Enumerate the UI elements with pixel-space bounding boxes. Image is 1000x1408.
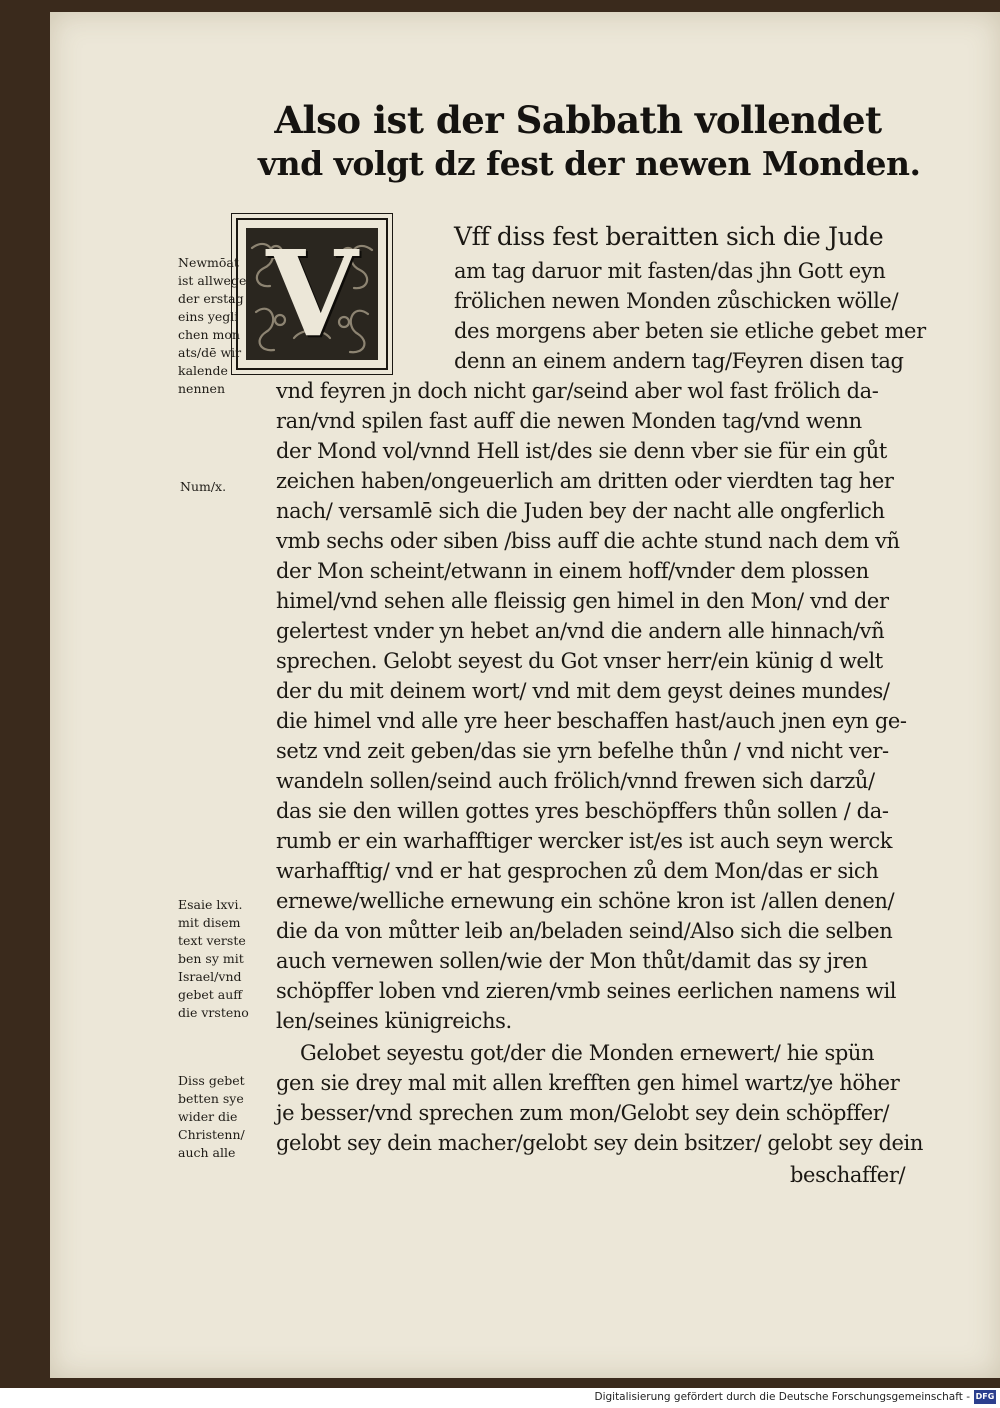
body-line: gelertest vnder yn hebet an/vnd die andern alle hinnach/vñ [276, 619, 885, 643]
body-line: beschaffer/ [790, 1163, 906, 1187]
heading-line-2: vnd volgt dz fest der newen Monden. [258, 144, 921, 183]
body-line: die da von můtter leib an/beladen seind/Also sich die selben [276, 919, 893, 943]
body-line: Gelobet seyestu got/der die Monden ernewert/ hie spün [300, 1041, 875, 1065]
body-line: der Mon scheint/etwann in einem hoff/vnder dem plossen [276, 559, 869, 583]
margin-note-line: kalende [178, 363, 228, 378]
margin-note-line: nennen [178, 381, 225, 396]
body-line: denn an einem andern tag/Feyren disen tag [454, 349, 904, 373]
body-line: ran/vnd spilen fast auff die newen Monden tag/vnd wenn [276, 409, 862, 433]
margin-note-line: ist allwege [178, 273, 247, 288]
body-line: schöpffer loben vnd zieren/vmb seines eerlichen namens wil [276, 979, 897, 1003]
body-line: himel/vnd sehen alle fleissig gen himel in den Mon/ vnd der [276, 589, 889, 613]
initial-letter: V [266, 224, 358, 363]
margin-note-line: ats/dē wir [178, 345, 242, 360]
body-line: vnd feyren jn doch nicht gar/seind aber wol fast frölich da- [276, 379, 879, 403]
margin-note-line: eins yegli [178, 309, 239, 324]
body-line: gen sie drey mal mit allen krefften gen himel wartz/ye höher [276, 1071, 900, 1095]
body-line: gelobt sey dein macher/gelobt sey dein bsitzer/ gelobt sey dein [276, 1131, 923, 1155]
margin-note-line: gebet auff [178, 987, 243, 1002]
footer-bar [0, 1388, 1000, 1408]
decorated-initial [236, 218, 388, 370]
body-line: der Mond vol/vnnd Hell ist/des sie denn vber sie für ein gůt [276, 439, 887, 463]
body-line: setz vnd zeit geben/das sie yrn befelhe thůn / vnd nicht ver- [276, 739, 889, 763]
margin-note-line: chen mon [178, 327, 240, 342]
margin-note-line: Newmōat [178, 255, 239, 270]
body-line: vmb sechs oder siben /biss auff die achte stund nach dem vñ [276, 529, 900, 553]
body-line: je besser/vnd sprechen zum mon/Gelobt sey dein schöpffer/ [276, 1101, 890, 1125]
body-line: nach/ versamlē sich die Juden bey der nacht alle ongferlich [276, 499, 885, 523]
margin-note-line: auch alle [178, 1145, 236, 1160]
body-line: sprechen. Gelobt seyest du Got vnser herr/ein künig d welt [276, 649, 883, 673]
funding-credit: Digitalisierung gefördert durch die Deutsche Forschungsgemeinschaft - [594, 1391, 970, 1403]
margin-note-line: Israel/vnd [178, 969, 242, 984]
body-line: das sie den willen gottes yres beschöpffers thůn sollen / da- [276, 799, 889, 823]
body-line: am tag daruor mit fasten/das jhn Gott eyn [454, 259, 886, 283]
margin-note-line: Esaie lxvi. [178, 897, 243, 912]
body-line: die himel vnd alle yre heer beschaffen hast/auch jnen eyn ge- [276, 709, 907, 733]
dfg-logo-icon: DFG [974, 1390, 996, 1404]
body-line: der du mit deinem wort/ vnd mit dem geyst deines mundes/ [276, 679, 890, 703]
margin-note-line: Num/x. [180, 479, 227, 494]
body-line: len/seines künigreichs. [276, 1009, 512, 1033]
body-line: warhafftig/ vnd er hat gesprochen zů dem Mon/das er sich [276, 859, 879, 883]
margin-note-line: der erstag [178, 291, 244, 306]
margin-note-line: die vrsteno [178, 1005, 249, 1020]
body-line: auch vernewen sollen/wie der Mon thůt/damit das sy jren [276, 949, 868, 973]
margin-note-line: Christenn/ [178, 1127, 245, 1142]
margin-note-line: wider die [178, 1109, 238, 1124]
heading-line-1: Also ist der Sabbath vollendet [274, 98, 882, 142]
body-line: frölichen newen Monden zůschicken wölle/ [454, 289, 899, 313]
body-line: Vff diss fest beraitten sich die Jude [454, 222, 884, 251]
margin-note-line: ben sy mit [178, 951, 244, 966]
margin-note-line: text verste [178, 933, 246, 948]
body-line: ernewe/welliche ernewung ein schöne kron ist /allen denen/ [276, 889, 895, 913]
margin-note-line: mit disem [178, 915, 241, 930]
margin-note-line: betten sye [178, 1091, 244, 1106]
body-line: rumb er ein warhafftiger wercker ist/es ist auch seyn werck [276, 829, 893, 853]
body-line: wandeln sollen/seind auch frölich/vnnd frewen sich darzů/ [276, 769, 875, 793]
initial-ornament-block [246, 224, 378, 363]
margin-note-line: Diss gebet [178, 1073, 245, 1088]
page-heading [258, 98, 921, 186]
body-line: zeichen haben/ongeuerlich am dritten oder vierdten tag her [276, 469, 894, 493]
body-line: des morgens aber beten sie etliche gebet mer [454, 319, 926, 343]
